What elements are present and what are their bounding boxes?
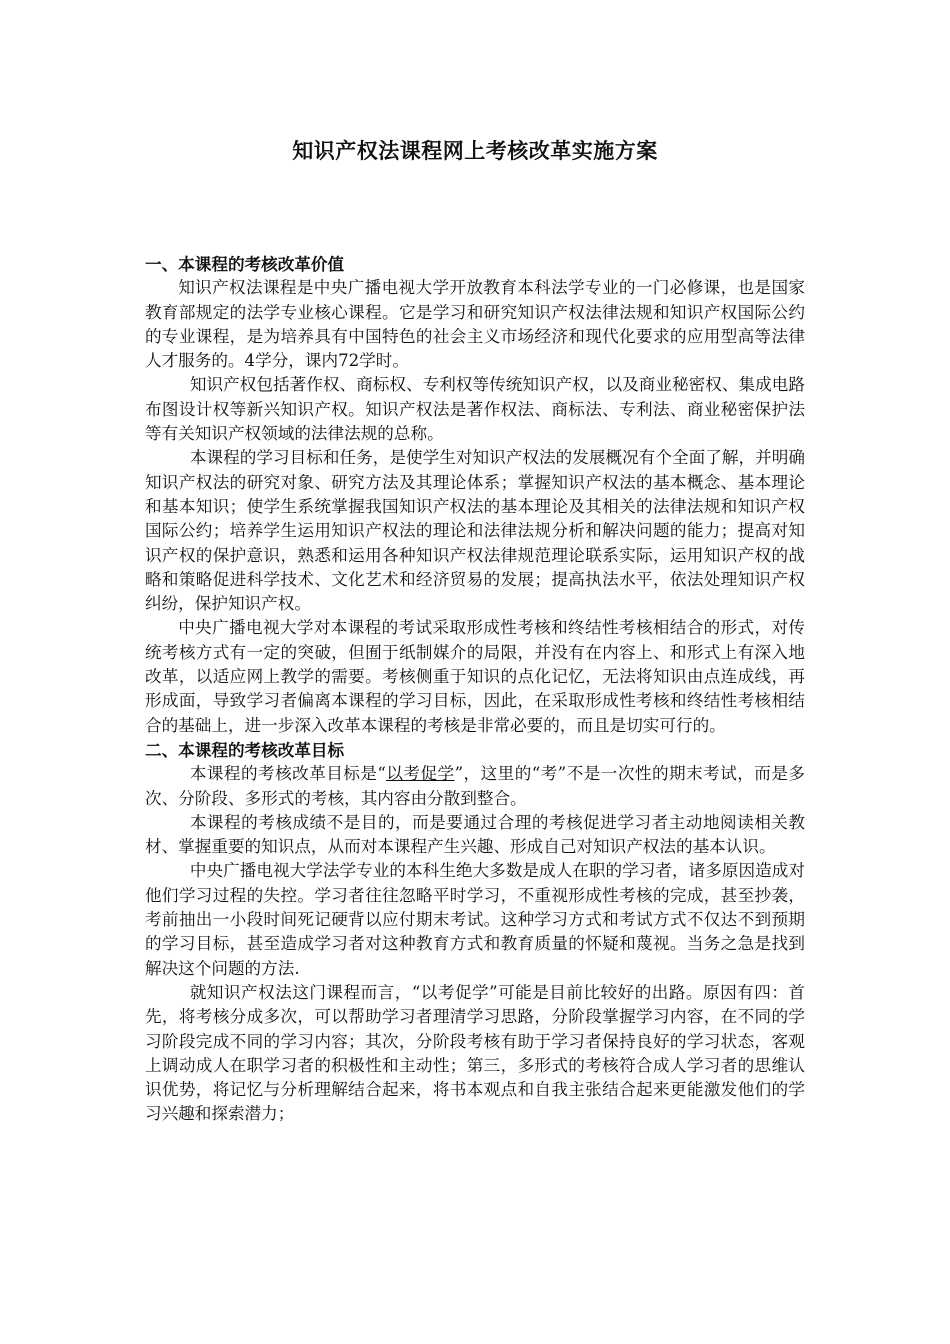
paragraph: 知识产权法课程是中央广播电视大学开放教育本科法学专业的一门必修课，也是国家教育部规定的法学专业核心课程。它是学习和研究知识产权法律法规和知识产权国际公约的专业课程，是为培养具有中国特色的社会主义市场经济和现代化要求的应用型高等法律人才服务的。4学分，课内72学时。 — [145, 278, 805, 371]
paragraph — [145, 762, 805, 811]
document-body — [145, 252, 805, 1127]
paragraph: 中央广播电视大学法学专业的本科生绝大多数是成人在职的学习者，诸多原因造成对他们学习过程的失控。学习者往往忽略平时学习，不重视形成性考核的完成，甚至抄袭，考前抽出一小段时间死记硬背以应付期末考试。这种学习方式和考试方式不仅达不到预期的学习目标，甚至造成学习者对这种教育方式和教育质量的怀疑和蔑视。当务之急是找到解决这个问题的方法. — [145, 861, 805, 978]
paragraph: 知识产权包括著作权、商标权、专利权等传统知识产权，以及商业秘密权、集成电路布图设计权等新兴知识产权。知识产权法是著作权法、商标法、专利法、商业秘密保护法等有关知识产权领域的法律法规的总称。 — [145, 375, 805, 444]
underlined-phrase: 以考促学 — [385, 764, 455, 784]
paragraph: 本课程的考核成绩不是目的，而是要通过合理的考核促进学习者主动地阅读相关教材、掌握重要的知识点，从而对本课程产生兴趣、形成自己对知识产权法的基本认识。 — [145, 812, 805, 857]
paragraph: 本课程的学习目标和任务，是使学生对知识产权法的发展概况有个全面了解，并明确知识产权法的研究对象、研究方法及其理论体系；掌握知识产权法的基本概念、基本理论和基本知识；使学生系统掌握我国知识产权法的基本理论及其相关的法律法规和知识产权国际公约；培养学生运用知识产权法的理论和法律法规分析和解决问题的能力；提高对知识产权的保护意识，熟悉和运用各种知识产权法律规范理论联系实际，运用知识产权的战略和策略促进科学技术、文化艺术和经济贸易的发展；提高执法水平，依法处理知识产权纠纷，保护知识产权。 — [145, 448, 805, 614]
section-heading-2: 二、本课程的考核改革目标 — [145, 739, 345, 760]
document-title: 知识产权法课程网上考核改革实施方案 — [292, 138, 658, 163]
text-segment: ”，这里的“考”不是一次性的期末考试，而是多次、分阶段、多形式的考核，其内容由分散到整合。 — [145, 764, 806, 808]
paragraph: 就知识产权法这门课程而言，“以考促学”可能是目前比较好的出路。原因有四：首先，将考核分成多次，可以帮助学习者理清学习思路，分阶段掌握学习内容，在不同的学习阶段完成不同的学习内容；其次，分阶段考核有助于学习者保持良好的学习状态，客观上调动成人在职学习者的积极性和主动性；第三，多形式的考核符合成人学习者的思维认识优势，将记忆与分析理解结合起来，将书本观点和自我主张结合起来更能激发他们的学习兴趣和探索潜力； — [145, 982, 805, 1124]
section-heading-1: 一、本课程的考核改革价值 — [145, 254, 345, 274]
paragraph: 中央广播电视大学对本课程的考试采取形成性考核和终结性考核相结合的形式，对传统考核方式有一定的突破，但囿于纸制媒介的局限，并没有在内容上、和形式上有深入地改革，以适应网上教学的需要。考核侧重于知识的点化记忆，无法将知识由点连成线，再形成面，导致学习者偏离本课程的学习目标，因此，在采取形成性考核和终结性考核相结合的基础上，进一步深入改革本课程的考核是非常必要的，而且是切实可行的。 — [145, 618, 805, 735]
text-segment: 本课程的考核改革目标是“ — [189, 764, 386, 784]
